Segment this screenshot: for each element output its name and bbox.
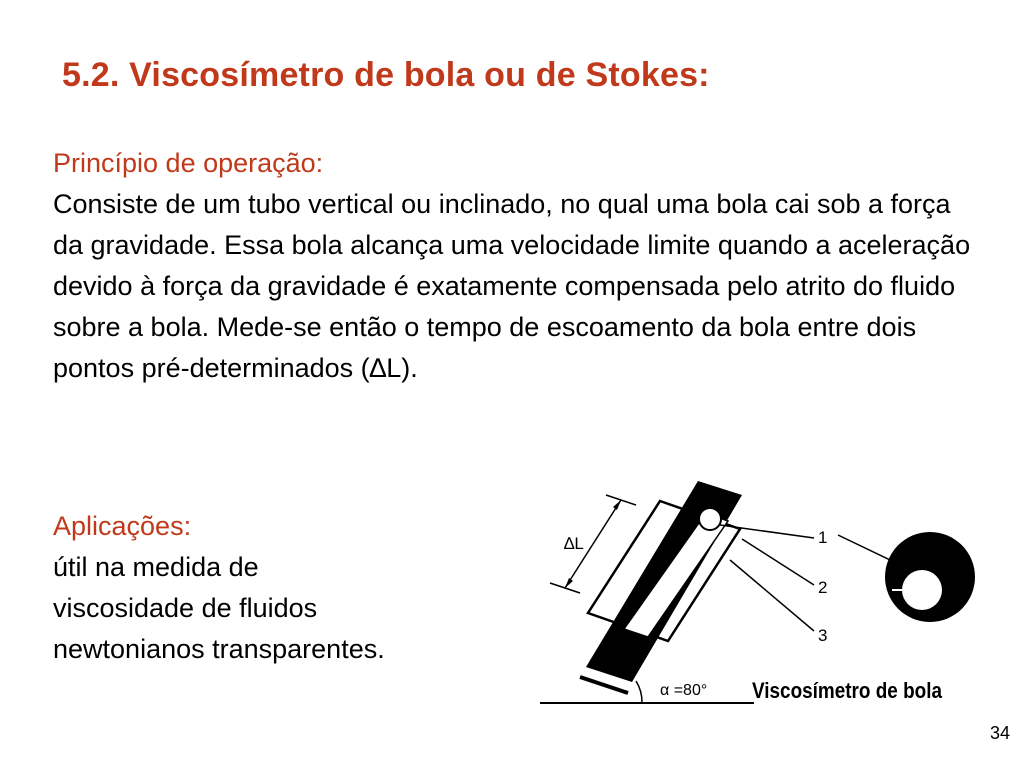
ball-in-tube xyxy=(699,508,721,530)
applications-line: newtonianos transparentes. xyxy=(53,634,385,664)
angle-arc xyxy=(636,681,642,703)
ball-detail-inner xyxy=(902,570,942,610)
applications-heading: Aplicações: xyxy=(53,511,192,541)
figure-caption: Viscosímetro de bola xyxy=(752,678,942,703)
slide-title: 5.2. Viscosímetro de bola ou de Stokes: xyxy=(62,56,710,94)
principle-section xyxy=(53,143,983,389)
page-number: 34 xyxy=(990,723,1011,743)
callout-2: 2 xyxy=(818,578,828,597)
delta-l-dimension xyxy=(550,495,636,593)
callout-1: 1 xyxy=(818,528,828,547)
principle-heading: Princípio de operação: xyxy=(53,148,324,178)
applications-section xyxy=(53,506,513,670)
callout-3: 3 xyxy=(818,626,828,645)
principle-body: Consiste de um tubo vertical ou inclinado, no qual uma bola cai sob a força da gravidade. Essa bola alcança uma velocidade limite quando a aceleração devido à força da gravidade é exatamente compensada pelo atrito do fluido sobre a bola. Mede-se então o tempo de escoamento da bola entre dois pontos pré-determinados (∆L). xyxy=(53,189,971,383)
angle-label: α =80° xyxy=(660,682,708,699)
delta-l-label: ∆L xyxy=(564,534,584,553)
applications-line: viscosidade de fluidos xyxy=(53,593,318,623)
applications-line: útil na medida de xyxy=(53,552,259,582)
